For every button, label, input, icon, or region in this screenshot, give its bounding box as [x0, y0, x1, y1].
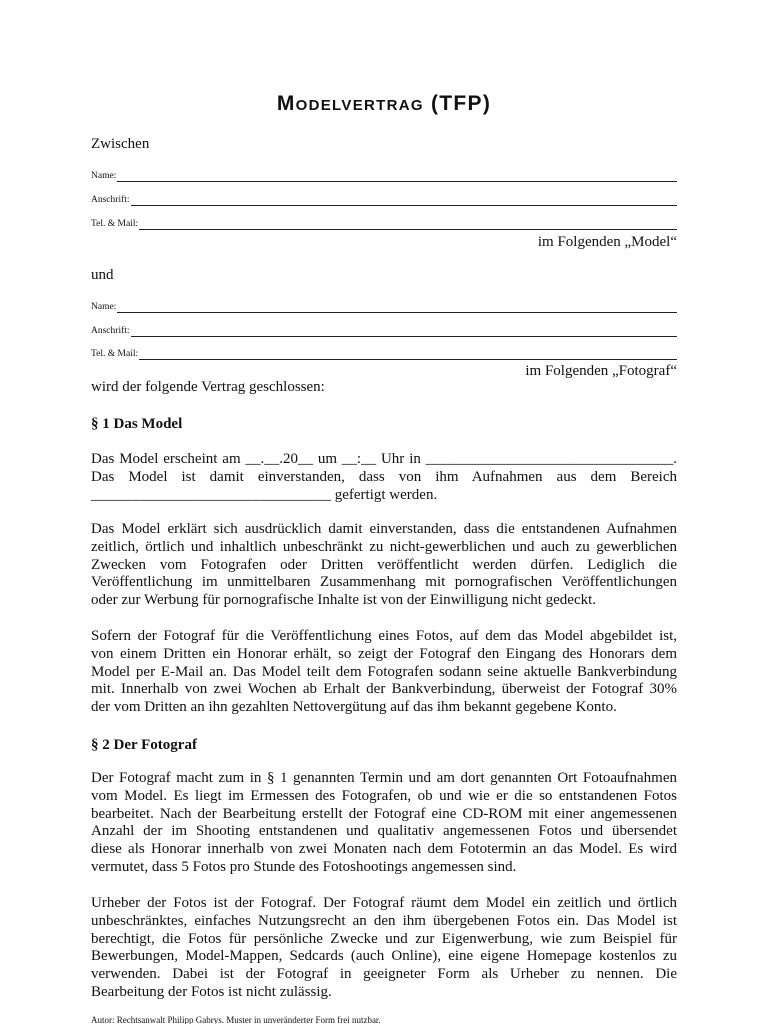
- model-name-label: Name:: [91, 171, 117, 181]
- paragraph-line: Urheber der Fotos ist der Fotograf. Der Fotograf räumt dem Model ein zeitlich und örtlich: [91, 895, 677, 911]
- paragraph-line: oder zur Werbung für pornografische Inhalte ist von der Einwilligung nicht gedeckt.: [91, 592, 597, 609]
- section1-paragraph-3: [91, 628, 677, 717]
- and-label: und: [91, 267, 114, 283]
- photographer-address-field[interactable]: [91, 325, 677, 337]
- model-address-label: Anschrift:: [91, 195, 130, 205]
- photographer-contact-field[interactable]: [91, 348, 677, 360]
- paragraph-line: bearbeitet. Nach der Bearbeitung erstellt der Fotograf eine CD-ROM mit einer angemessenen: [91, 805, 677, 822]
- between-label: Zwischen: [91, 136, 150, 152]
- model-contact-line: [139, 220, 677, 230]
- paragraph-line: mit. Innerhalb von zwei Wochen ab Erhalt der Bankverbindung, überweist der Fotograf 30%: [91, 681, 677, 698]
- paragraph-line: Das Model ist damit einverstanden, dass von ihm Aufnahmen aus dem Bereich: [91, 468, 677, 485]
- section2-heading: § 2 Der Fotograf: [91, 737, 197, 753]
- photographer-name-label: Name:: [91, 302, 117, 312]
- paragraph-line: vermutet, dass 5 Fotos pro Stunde des Fotoshootings angemessen sind.: [91, 858, 517, 875]
- paragraph-line: zeitlich, örtlich und inhaltlich unbeschränkt zu nicht-gewerblichen und auch zu gewerblichen: [91, 538, 677, 555]
- section1-paragraph-2: [91, 521, 677, 610]
- paragraph-line: der vom Dritten an ihn gezahlten Nettovergütung auf das ihm bekannt gegebene Konto.: [91, 699, 617, 716]
- paragraph-line: berechtigt, die Fotos für persönliche Zwecke und zur Eigenwerbung, wie zum Beispiel für: [91, 930, 677, 947]
- photographer-role-label: im Folgenden „Fotograf“: [525, 363, 677, 379]
- section1-paragraph-1: [91, 451, 677, 504]
- paragraph-line: diese als Honorar innerhalb von zwei Monaten nach dem Fototermin an das Model. Es wird: [91, 841, 677, 858]
- section2-paragraph-1: [91, 770, 677, 877]
- model-contact-label: Tel. & Mail:: [91, 219, 139, 229]
- section1-heading: § 1 Das Model: [91, 416, 183, 432]
- model-name-field[interactable]: [91, 170, 677, 182]
- paragraph-line: unbeschränktes, einfaches Nutzungsrecht an den ihm übergebenen Fotos ein. Das Model ist: [91, 912, 677, 929]
- paragraph-line: Sofern der Fotograf für die Veröffentlichung eines Fotos, auf dem das Model abgebildet ist,: [91, 628, 677, 644]
- document-title: Modelvertrag (TFP): [276, 92, 492, 115]
- photographer-contact-line: [139, 350, 677, 360]
- footer-note: Autor: Rechtsanwalt Philipp Gabrys. Muster in unveränderter Form frei nutzbar.: [91, 1015, 381, 1024]
- paragraph-line: Das Model erklärt sich ausdrücklich damit einverstanden, dass die entstandenen Aufnahmen: [91, 521, 677, 537]
- photographer-address-label: Anschrift:: [91, 326, 130, 336]
- paragraph-line: Bearbeitung der Fotos ist nicht zulässig.: [91, 983, 332, 1000]
- paragraph-line: verwenden. Dabei ist der Fotograf in geeigneter Form als Urheber zu nennen. Die: [91, 966, 677, 983]
- paragraph-line: Zwecken vom Fotografen oder Dritten veröffentlicht werden dürfen. Lediglich die: [91, 556, 677, 573]
- paragraph-line: Der Fotograf macht zum in § 1 genannten Termin und am dort genannten Ort Fotoaufnahmen: [91, 770, 677, 786]
- contract-intro: wird der folgende Vertrag geschlossen:: [91, 379, 325, 395]
- model-name-line: [117, 172, 677, 182]
- paragraph-line: von einem Dritten ein Honorar erhält, so zeigt der Fotograf den Eingang des Honorars dem: [91, 645, 677, 662]
- section2-paragraph-2: [91, 895, 677, 1002]
- paragraph-line: Das Model erscheint am __.__.20__ um __:__ Uhr in _________________________________.: [91, 451, 677, 467]
- paragraph-line: Veröffentlichung im unmittelbaren Zusammenhang mit pornografischen Veröffentlichungen: [91, 574, 677, 591]
- photographer-name-field[interactable]: [91, 301, 677, 313]
- paragraph-line: Bewerbungen, Model-Mappen, Sedcards (auch Online), eine eigene Homepage kostenlos zu: [91, 948, 677, 965]
- model-role-label: im Folgenden „Model“: [537, 234, 677, 250]
- model-contact-field[interactable]: [91, 218, 677, 230]
- photographer-address-line: [131, 327, 677, 337]
- model-address-line: [131, 196, 677, 206]
- photographer-contact-label: Tel. & Mail:: [91, 349, 139, 359]
- model-address-field[interactable]: [91, 194, 677, 206]
- photographer-name-line: [117, 303, 677, 313]
- paragraph-line: vom Model. Es liegt im Ermessen des Fotografen, ob und wie er die so entstandenen Fotos: [91, 787, 677, 804]
- paragraph-line: ________________________________ gefertigt werden.: [91, 486, 438, 503]
- paragraph-line: Anzahl der im Shooting entstandenen und qualitativ angemessenen Fotos und übersendet: [91, 823, 677, 840]
- paragraph-line: Model per E-Mail an. Das Model teilt dem Fotografen sodann seine aktuelle Bankverbindung: [91, 663, 677, 680]
